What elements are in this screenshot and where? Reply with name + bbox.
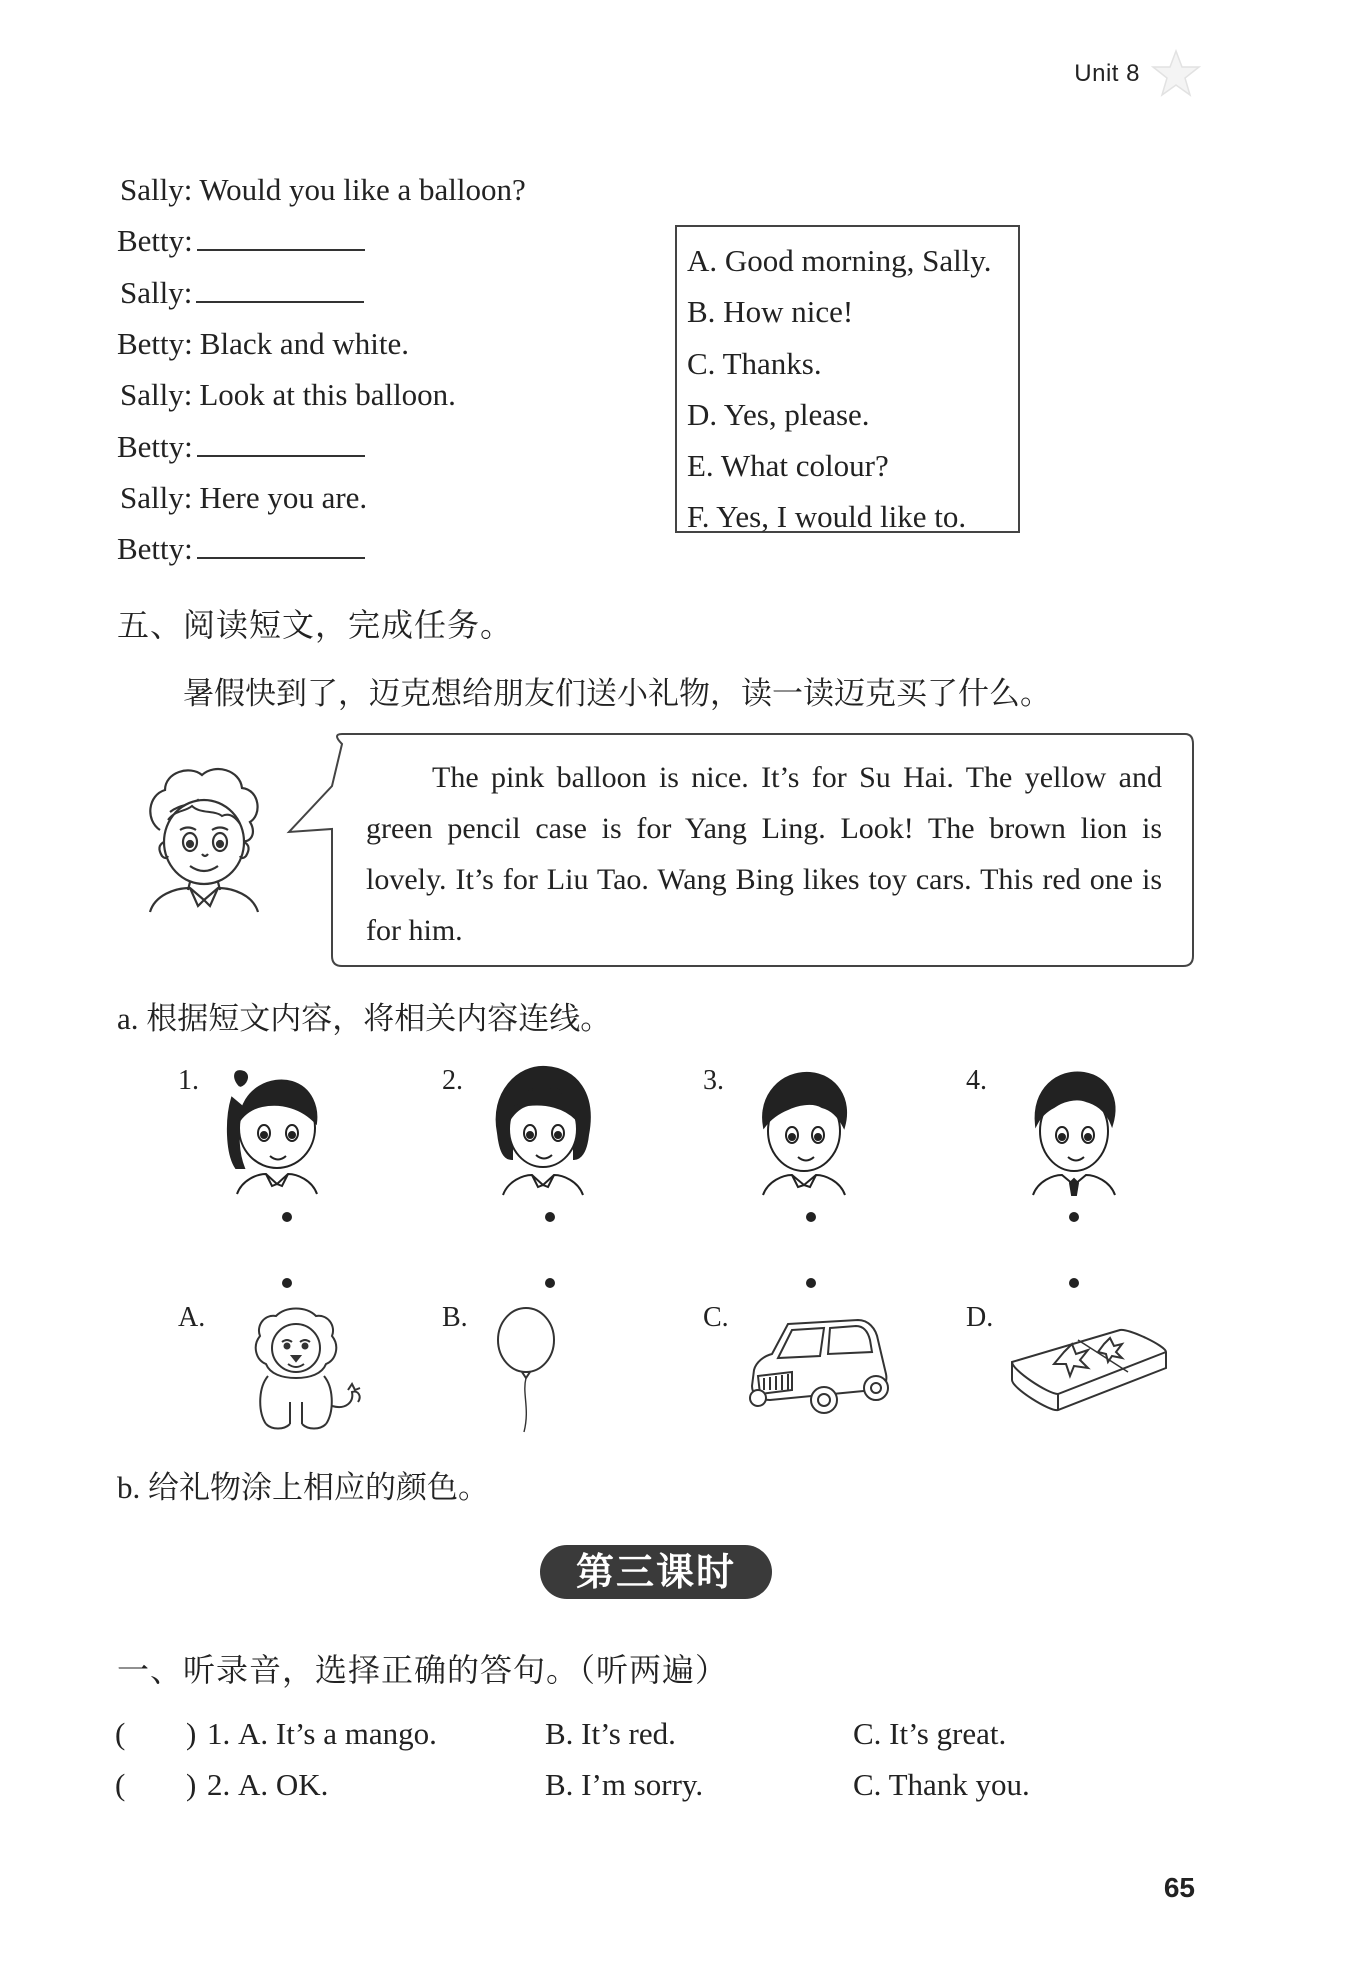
option-a: A. Good morning, Sally.	[687, 243, 992, 278]
passage-text	[366, 752, 1162, 956]
speaker-label: Betty:	[117, 428, 193, 464]
q2-close-paren: )	[186, 1767, 197, 1802]
gift-a-label: A.	[178, 1302, 206, 1333]
speaker-label: Betty:	[117, 531, 193, 567]
section-5-title: 五、阅读短文，完成任务。	[117, 607, 514, 643]
gift-d-label: D.	[966, 1302, 994, 1333]
option-e: E. What colour?	[687, 448, 889, 484]
option-c: C. Thanks.	[687, 345, 822, 381]
section-1-title: 一、听录音，选择正确的答句。（听两遍）	[117, 1652, 729, 1688]
speaker-label: Sally:	[120, 172, 193, 207]
option-b: B. How nice!	[687, 294, 854, 330]
q2-open-paren: (	[115, 1767, 126, 1802]
girl-2-illustration	[488, 1063, 598, 1197]
match-dot-person-4[interactable]	[1069, 1212, 1079, 1222]
dialogue-text: Look at this balloon.	[199, 377, 456, 413]
girl-1-illustration	[222, 1068, 332, 1196]
pencil-case-illustration	[1008, 1322, 1170, 1418]
dialogue-line	[117, 324, 409, 364]
dialogue-text: Would you like a balloon?	[199, 172, 526, 207]
match-dot-gift-a[interactable]	[282, 1278, 292, 1288]
dialogue-text: Black and white.	[199, 325, 409, 361]
toy-car-illustration	[748, 1310, 898, 1420]
dialogue-line	[117, 221, 365, 261]
q2-option-c: C. Thank you.	[853, 1767, 1030, 1802]
person-3-label: 3.	[703, 1065, 724, 1096]
options-box	[675, 225, 1020, 533]
q2-option-a: A. OK.	[238, 1767, 329, 1802]
person-2-label: 2.	[442, 1065, 463, 1096]
lion-illustration	[236, 1306, 368, 1430]
task-a-instruction: a. 根据短文内容，将相关内容连线。	[117, 1001, 612, 1036]
dialogue-line	[117, 427, 365, 467]
answer-blank[interactable]	[197, 531, 365, 559]
page-number: 65	[1163, 1872, 1195, 1903]
match-dot-person-3[interactable]	[806, 1212, 816, 1222]
task-b-instruction: b. 给礼物涂上相应的颜色。	[117, 1470, 489, 1505]
option-f: F. Yes, I would like to.	[687, 499, 967, 535]
q1-option-a: A. It’s a mango.	[238, 1716, 437, 1751]
boy-4-illustration	[1018, 1065, 1130, 1197]
q1-close-paren: )	[186, 1716, 197, 1751]
speaker-label: Betty:	[117, 223, 193, 259]
gift-b-label: B.	[442, 1302, 468, 1333]
speaker-label: Sally:	[120, 479, 193, 515]
section-5-intro: 暑假快到了，迈克想给朋友们送小礼物，读一读迈克买了什么。	[183, 676, 1051, 711]
match-dot-gift-c[interactable]	[806, 1278, 816, 1288]
mike-illustration	[140, 760, 270, 915]
answer-blank[interactable]	[196, 275, 364, 303]
q1-option-c: C. It’s great.	[853, 1716, 1007, 1751]
unit-label: Unit 8	[1074, 60, 1140, 87]
boy-3-illustration	[748, 1065, 860, 1197]
speaker-label: Sally:	[120, 274, 193, 310]
match-dot-person-1[interactable]	[282, 1212, 292, 1222]
q1-option-b: B. It’s red.	[545, 1716, 676, 1751]
dialogue-line	[120, 273, 364, 313]
dialogue-line	[120, 375, 456, 415]
speaker-label: Betty:	[117, 325, 193, 361]
q2-option-b: B. I’m sorry.	[545, 1767, 704, 1802]
match-dot-gift-b[interactable]	[545, 1278, 555, 1288]
dialogue-line	[120, 478, 367, 518]
star-icon	[1150, 48, 1202, 100]
dialogue-text: Here you are.	[199, 479, 368, 515]
dialogue-line	[117, 529, 365, 569]
balloon-illustration	[492, 1304, 562, 1434]
lesson-badge: 第三课时	[540, 1545, 772, 1599]
speaker-label: Sally:	[120, 377, 193, 413]
person-1-label: 1.	[178, 1065, 199, 1096]
answer-blank[interactable]	[197, 223, 365, 251]
dialogue-line	[120, 170, 526, 210]
option-d: D. Yes, please.	[687, 396, 870, 432]
passage-content: The pink balloon is nice. It’s for Su Hai. The yellow and green pencil case is for Yang Ling. Look! The brown lion is lovely. It’s for Liu Tao. Wang Bing likes toy cars. This red one is for him.	[366, 761, 1162, 947]
q1-open-paren: (	[115, 1716, 126, 1751]
person-4-label: 4.	[966, 1065, 987, 1096]
match-dot-gift-d[interactable]	[1069, 1278, 1079, 1288]
match-dot-person-2[interactable]	[545, 1212, 555, 1222]
gift-c-label: C.	[703, 1302, 729, 1333]
q2-number: 2.	[207, 1767, 231, 1802]
answer-blank[interactable]	[197, 429, 365, 457]
q1-number: 1.	[207, 1716, 231, 1751]
